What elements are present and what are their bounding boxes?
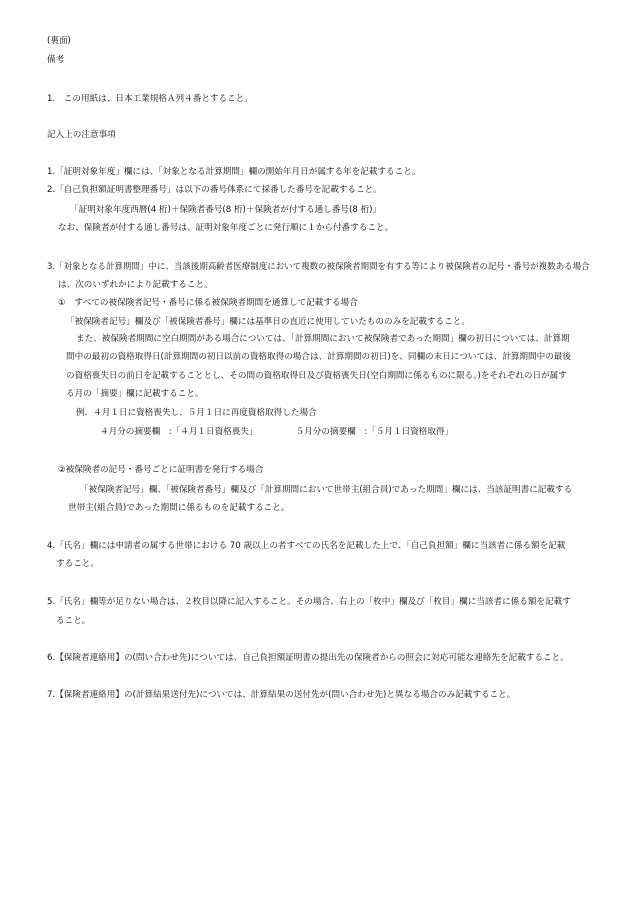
paper-size-note: 1. この用紙は、日本工業規格Ａ列４番とすること。	[47, 94, 253, 104]
item-4-line-1: 4.「氏名」欄には申請者の属する世帯における 70 歳以上の者すべての氏名を記載した上で、「自己負担額」欄に当該者に係る額を記載	[47, 541, 566, 551]
example-april: ４月分の摘要欄 :「４月１日資格喪失」	[100, 427, 258, 437]
remarks-title: 備考	[47, 55, 65, 65]
item-4-line-2: すること。	[56, 559, 99, 569]
item-6: 6.【保険者連絡用】の(問い合わせ先)については、自己負担額証明書の提出先の保険者からの照会に対応可能な連絡先を記載すること。	[47, 653, 569, 663]
item-3-case-1-line-1: 「被保険者記号」欄及び「被保険者番号」欄には基準日の直近に使用していたもののみを記載すること。	[66, 317, 470, 327]
item-3-case-1-line-4: の資格喪失日の前日を記載することとし、その間の資格取得日及び資格喪失日(空白期間に係るものに限る。)をそれぞれの日が属す	[66, 371, 567, 381]
example-may: ５月分の摘要欄 :「５月１日資格取得」	[295, 427, 454, 437]
item-3-case-1-line-3: 間中の最初の資格取得日(計算期間の初日以前の資格取得の場合は、計算期間の初日)を、同欄の末日については、計算期間中の最後	[66, 352, 571, 362]
item-7: 7.【保険者連絡用】の(計算結果送付先)については、計算結果の送付先が(問い合わせ先)と異なる場合のみ記載すること。	[47, 690, 516, 700]
item-1: 1.「証明対象年度」欄には、「対象となる計算期間」欄の開始年月日が属する年を記載すること。	[47, 167, 421, 177]
item-3-line-2: は、次のいずれかにより記載すること。	[58, 280, 213, 290]
item-3-example-detail	[100, 426, 453, 438]
item-3-case-2-title: ②被保険者の記号・番号ごとに証明書を発行する場合	[58, 465, 264, 475]
item-3-case-2-line-1: 「被保険者記号」欄、「被保険者番号」欄及び「計算期間において世帯主(組合員)であった期間」欄には、当該証明書に記載する	[80, 485, 573, 495]
item-5-line-1: 5.「氏名」欄等が足りない場合は、２枚目以降に記入すること。その場合、右上の「枚中」欄及び「枚目」欄に当該者に係る額を記載す	[47, 597, 571, 607]
item-3-case-1-title: ① すべての被保険者記号・番号に係る被保険者期間を通算して記載する場合	[58, 298, 358, 308]
item-3-case-1-line-2: また、被保険者期間に空白期間がある場合については、「計算期間において被保険者であった期間」欄の初日については、計算期	[76, 334, 570, 344]
section-title: 記入上の注意事項	[47, 130, 116, 140]
item-5-line-2: ること。	[56, 616, 91, 626]
reverse-side-label: (裏面)	[47, 36, 71, 46]
item-3-case-1-line-5: る月の「摘要」欄に記載すること。	[66, 389, 204, 399]
item-2-note: なお、保険者が付する通し番号は、証明対象年度ごとに発行順に１から付番すること。	[58, 223, 394, 233]
item-2-formula: 「証明対象年度西暦(4 桁)＋保険者番号(8 桁)＋保険者が付する通し番号(8 桁)」	[70, 205, 382, 215]
item-3-line-1: 3.「対象となる計算期間」中に、当該後期高齢者医療制度において複数の被保険者期間を有する等により被保険者の記号・番号が複数ある場合	[47, 262, 590, 272]
item-3-case-2-line-2: 世帯主(組合員)であった期間に係るものを記載すること。	[68, 503, 290, 513]
item-3-example: 例．４月１日に資格喪失し、５月１日に再度資格取得した場合	[76, 408, 317, 418]
item-2: 2.「自己負担額証明書整理番号」は以下の番号体系にて採番した番号を記載すること。	[47, 185, 382, 195]
